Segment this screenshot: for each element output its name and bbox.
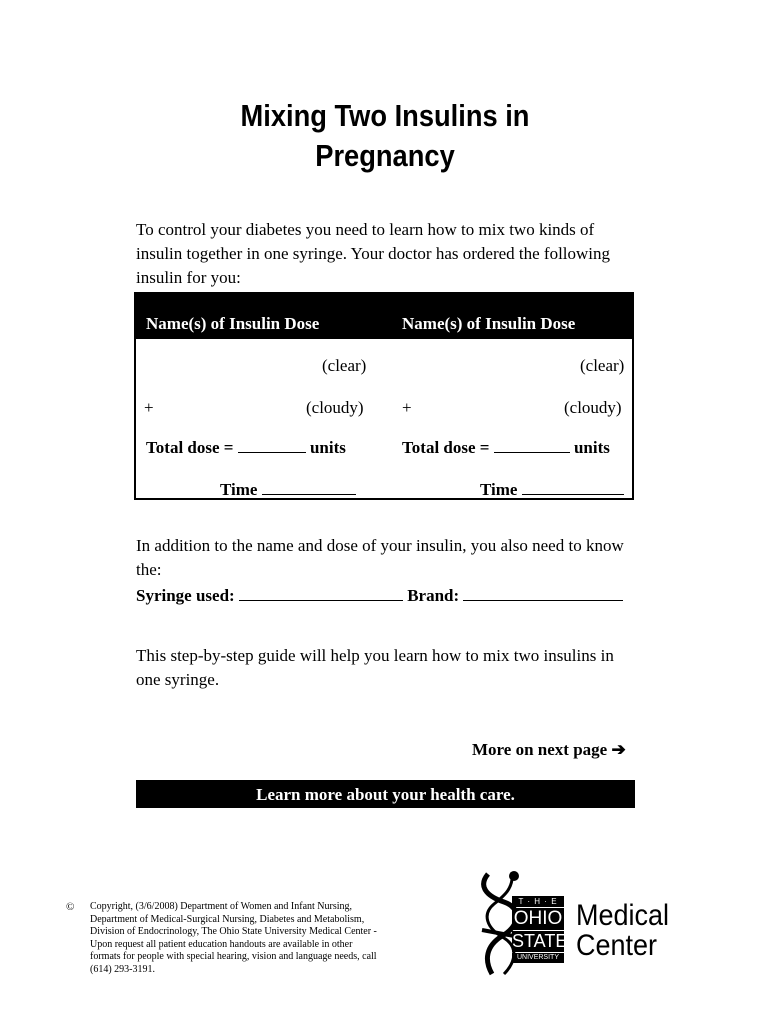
logo-state: STATE [512, 931, 568, 951]
brand-blank[interactable] [463, 586, 623, 601]
total-dose-blank-left[interactable] [238, 438, 306, 453]
clear-label-left: (clear) [322, 356, 367, 375]
cloudy-label-right: (cloudy) [564, 398, 622, 417]
time-right: Time [480, 480, 624, 500]
time-blank-right[interactable] [522, 480, 624, 495]
time-left: Time [220, 480, 356, 500]
total-dose-right: Total dose = units [402, 438, 610, 457]
page-title: Mixing Two Insulins in Pregnancy [240, 98, 530, 173]
more-next-page: More on next page ➔ [472, 740, 626, 759]
insulin-dose-table [134, 292, 634, 500]
logo-university: UNIVERSITY [512, 953, 564, 963]
table-header [136, 294, 632, 339]
plus-left: + [144, 398, 154, 417]
syringe-blank[interactable] [239, 586, 403, 601]
copyright-symbol: © [66, 901, 75, 913]
logo-medical: Medical [576, 899, 670, 932]
additional-paragraph: In addition to the name and dose of your insulin, you also need to know the: [136, 536, 624, 579]
intro-paragraph: To control your diabetes you need to learn how to mix two kinds of insulin together in one syringe. Your doctor has ordered the following insulin for you: [136, 220, 611, 287]
plus-right: + [402, 398, 412, 417]
cloudy-label-left: (cloudy) [306, 398, 364, 417]
copyright-notice: Copyright, (3/6/2008) Department of Women and Infant Nursing, Department of Medical-Surgical Nursing, Diabetes and Metabolism, Division of Endocrinology, The Ohio State University Medical Center - Upon request all patient education handouts are available in other formats for people with special hearing, vision and language needs, call (614) 293-3191. [90, 901, 377, 975]
osu-medical-center-logo [474, 866, 694, 976]
clear-label-right: (clear) [580, 356, 625, 375]
syringe-brand-line: Syringe used: Brand: [136, 586, 623, 606]
time-blank-left[interactable] [262, 480, 356, 495]
col1-header: Name(s) of Insulin Dose [146, 314, 320, 333]
logo-the: T · H · E [512, 896, 564, 907]
learn-more-banner: Learn more about your health care. [136, 780, 635, 808]
logo-ohio: OHIO [513, 908, 563, 929]
total-dose-left: Total dose = units [146, 438, 346, 457]
col2-header: Name(s) of Insulin Dose [402, 314, 576, 333]
guide-paragraph: This step-by-step guide will help you learn how to mix two insulins in one syringe. [136, 646, 614, 689]
logo-center: Center [576, 929, 658, 962]
total-dose-blank-right[interactable] [494, 438, 570, 453]
